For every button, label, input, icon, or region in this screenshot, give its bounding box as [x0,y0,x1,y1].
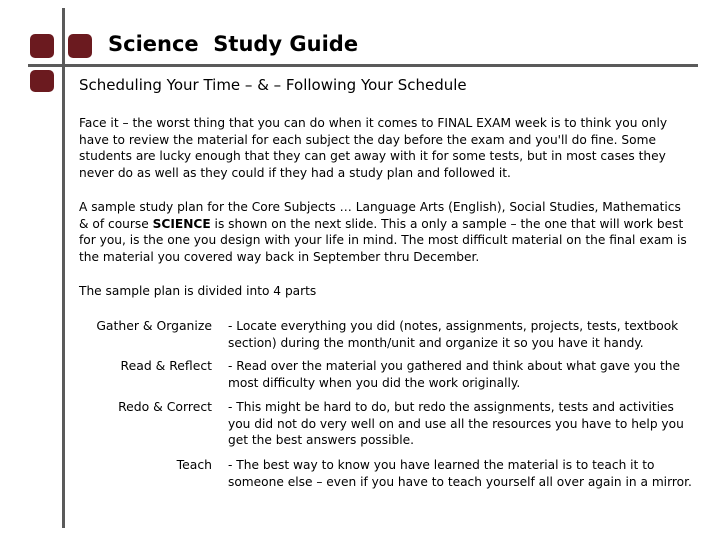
paragraph-intro: Face it – the worst thing that you can do when it comes to FINAL EXAM week is to think you only have to review the material for each subject the day before the exam and you'll do fine. Some students are lucky enough that they can get away with it for some tests, but in most cases they never do as well as they could if they had a study plan and followed it. [79,116,668,181]
decorative-square-top-left [30,34,54,58]
slide-title: Science Study Guide [108,32,359,56]
plan-part-label-teach: Teach [176,457,212,472]
plan-part-desc-redo: - This might be hard to do, but redo the assignments, tests and activities you did not do very well on and use all the resources you have to help you get the best answers possible. [228,400,684,448]
slide-subtitle: Scheduling Your Time – & – Following Your Schedule [79,76,467,94]
decorative-square-bottom-left [30,70,54,92]
paragraph-parts-intro: The sample plan is divided into 4 parts [79,284,317,298]
horizontal-rule [28,64,698,67]
plan-part-desc-gather: - Locate everything you did (notes, assignments, projects, tests, textbook section) during the month/unit and organize it so you have it handy. [228,319,679,350]
paragraph-sample-plan-end: is shown on the next slide. This a only a sample – the one that will work best for you, is the one you design with your life in mind. The most difficult material on the final exam is the material you covered way back in September thru December. [79,216,687,265]
plan-part-desc-read: - Read over the material you gathered and think about what gave you the most difficulty when you did the work originally. [228,359,681,390]
plan-part-label-gather: Gather & Organize [96,318,212,333]
paragraph-sample-plan [79,199,694,266]
decorative-square-top-right [68,34,92,58]
plan-part-desc-teach: - The best way to know you have learned the material is to teach it to someone else – even if you have to teach yourself all over again in a mirror. [228,458,692,489]
paragraph-sample-plan-start: A sample study plan for the Core Subjects … Language Arts (English), Social Studies, Mathematics & of course [79,200,681,231]
plan-part-label-read: Read & Reflect [120,358,212,373]
plan-part-label-redo: Redo & Correct [118,399,212,414]
vertical-rule [62,8,65,528]
science-emphasis: SCIENCE [152,216,211,231]
